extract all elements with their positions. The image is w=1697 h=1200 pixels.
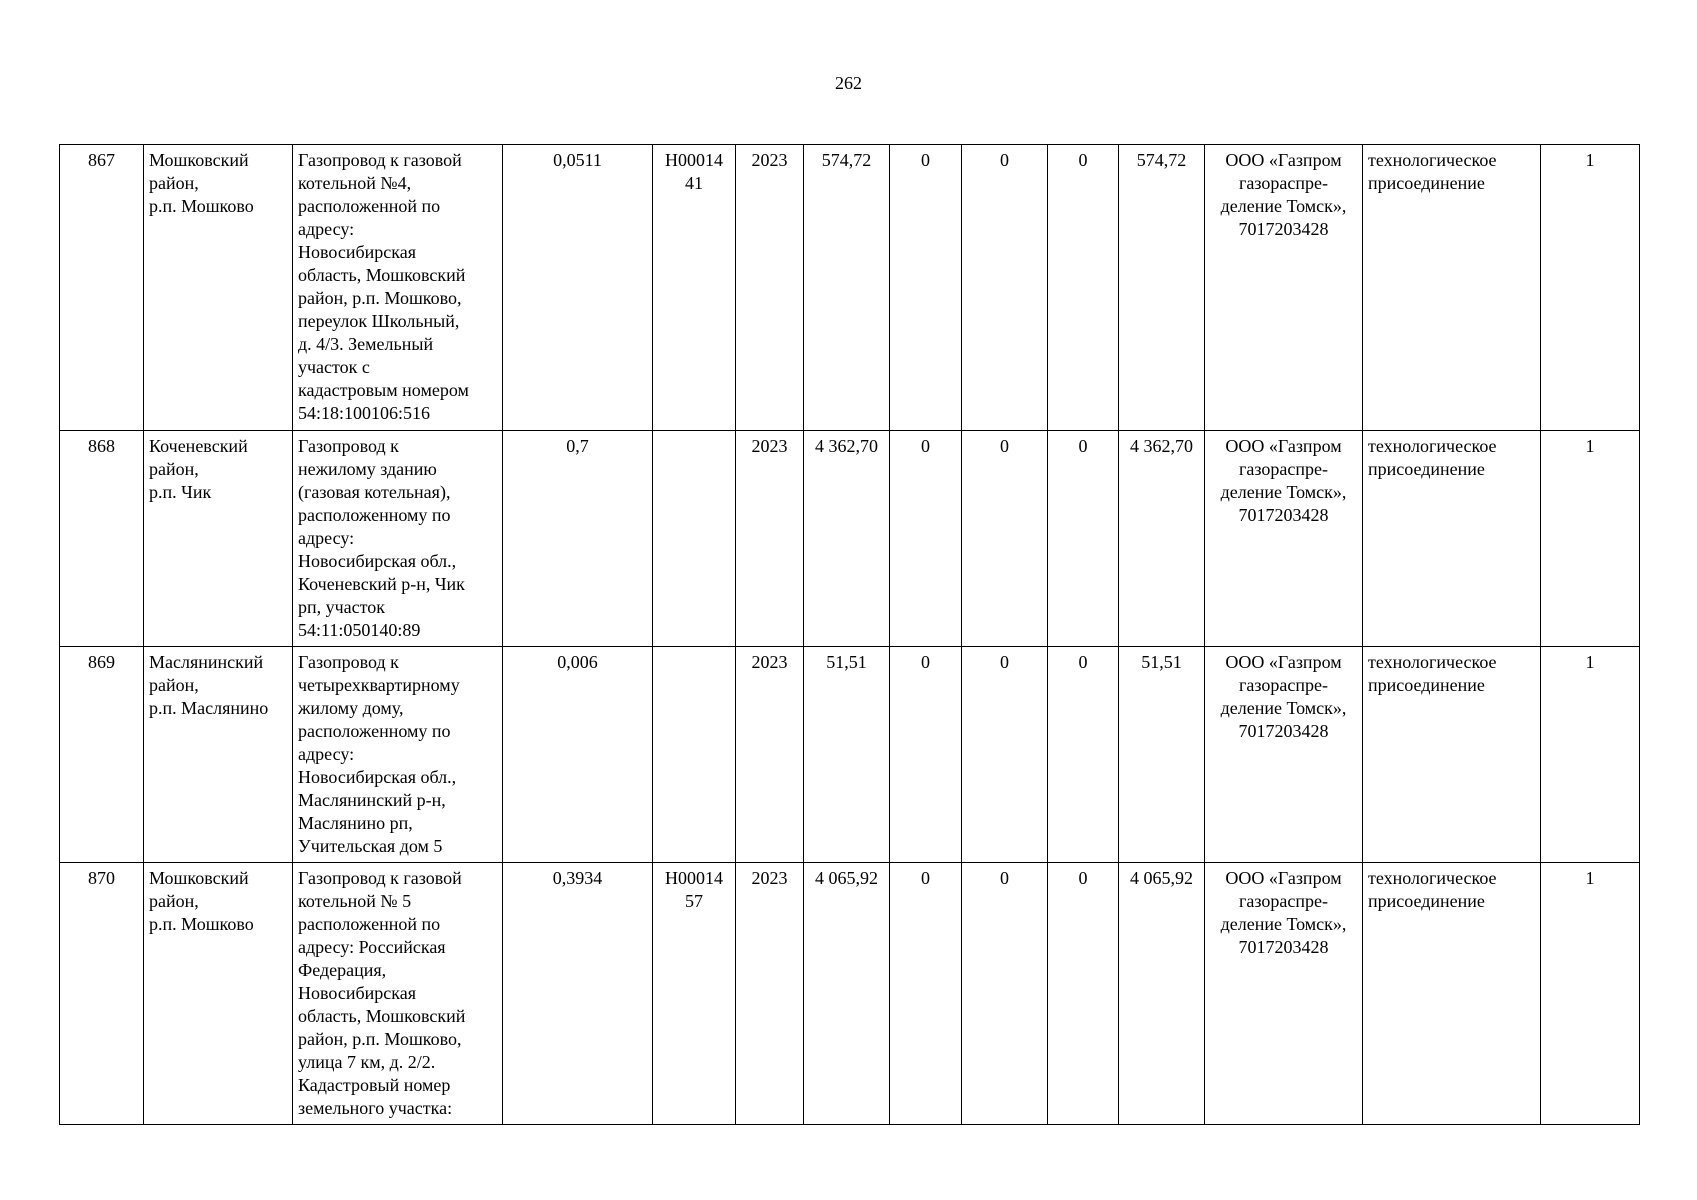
cell-location: Коченевский район, р.п. Чик	[144, 431, 293, 647]
cell-year: 2023	[736, 145, 804, 431]
cell-year: 2023	[736, 431, 804, 647]
table-row	[60, 647, 1640, 863]
cell-cost-final: 4 362,70	[1119, 431, 1205, 647]
cell-cost-total: 51,51	[804, 647, 890, 863]
cell-value-2: 0	[962, 647, 1048, 863]
cell-organization: ООО «Газпром газораспре- деление Томск», 7017203428	[1205, 431, 1363, 647]
cell-value-1: 0	[890, 863, 962, 1125]
cell-organization: ООО «Газпром газораспре- деление Томск», 7017203428	[1205, 145, 1363, 431]
cell-value-1: 0	[890, 647, 962, 863]
cell-purpose: технологическое присоединение	[1363, 647, 1541, 863]
table-row	[60, 863, 1640, 1125]
cell-value-3: 0	[1048, 863, 1119, 1125]
cell-value-2: 0	[962, 863, 1048, 1125]
cell-count: 1	[1541, 431, 1640, 647]
data-table	[59, 144, 1640, 1125]
cell-organization: ООО «Газпром газораспре- деление Томск», 7017203428	[1205, 647, 1363, 863]
cell-value-3: 0	[1048, 431, 1119, 647]
cell-value-3: 0	[1048, 145, 1119, 431]
cell-code	[653, 431, 736, 647]
cell-year: 2023	[736, 647, 804, 863]
cell-location: Маслянинский район, р.п. Маслянино	[144, 647, 293, 863]
cell-value-3: 0	[1048, 647, 1119, 863]
cell-location: Мошковский район, р.п. Мошково	[144, 145, 293, 431]
table-row	[60, 145, 1640, 431]
cell-description: Газопровод к нежилому зданию (газовая котельная), расположенному по адресу: Новосибирская обл., Коченевский р-н, Чик рп, участок 54:11:050140:89	[293, 431, 503, 647]
cell-length: 0,3934	[503, 863, 653, 1125]
cell-code: Н00014 57	[653, 863, 736, 1125]
cell-cost-total: 4 065,92	[804, 863, 890, 1125]
cell-count: 1	[1541, 647, 1640, 863]
cell-num: 869	[60, 647, 144, 863]
cell-num: 867	[60, 145, 144, 431]
cell-code: Н00014 41	[653, 145, 736, 431]
cell-cost-final: 4 065,92	[1119, 863, 1205, 1125]
cell-num: 870	[60, 863, 144, 1125]
cell-value-2: 0	[962, 145, 1048, 431]
cell-organization: ООО «Газпром газораспре- деление Томск», 7017203428	[1205, 863, 1363, 1125]
cell-num: 868	[60, 431, 144, 647]
cell-value-2: 0	[962, 431, 1048, 647]
cell-cost-final: 51,51	[1119, 647, 1205, 863]
cell-purpose: технологическое присоединение	[1363, 431, 1541, 647]
cell-length: 0,7	[503, 431, 653, 647]
cell-cost-total: 4 362,70	[804, 431, 890, 647]
cell-value-1: 0	[890, 431, 962, 647]
cell-cost-final: 574,72	[1119, 145, 1205, 431]
cell-purpose: технологическое присоединение	[1363, 863, 1541, 1125]
cell-cost-total: 574,72	[804, 145, 890, 431]
table-row	[60, 431, 1640, 647]
cell-description: Газопровод к газовой котельной №4, расположенной по адресу: Новосибирская область, Мошковский район, р.п. Мошково, переулок Школьный, д. 4/3. Земельный участок с кадастровым номером 54:18:100106:516	[293, 145, 503, 431]
cell-location: Мошковский район, р.п. Мошково	[144, 863, 293, 1125]
cell-year: 2023	[736, 863, 804, 1125]
cell-count: 1	[1541, 145, 1640, 431]
cell-value-1: 0	[890, 145, 962, 431]
page-number: 262	[835, 73, 862, 93]
cell-length: 0,006	[503, 647, 653, 863]
cell-code	[653, 647, 736, 863]
cell-purpose: технологическое присоединение	[1363, 145, 1541, 431]
cell-count: 1	[1541, 863, 1640, 1125]
cell-description: Газопровод к четырехквартирному жилому дому, расположенному по адресу: Новосибирская обл., Маслянинский р-н, Маслянино рп, Учительская дом 5	[293, 647, 503, 863]
cell-length: 0,0511	[503, 145, 653, 431]
cell-description: Газопровод к газовой котельной № 5 расположенной по адресу: Российская Федерация, Новосибирская область, Мошковский район, р.п. Мошково, улица 7 км, д. 2/2. Кадастровый номер земельного участка:	[293, 863, 503, 1125]
